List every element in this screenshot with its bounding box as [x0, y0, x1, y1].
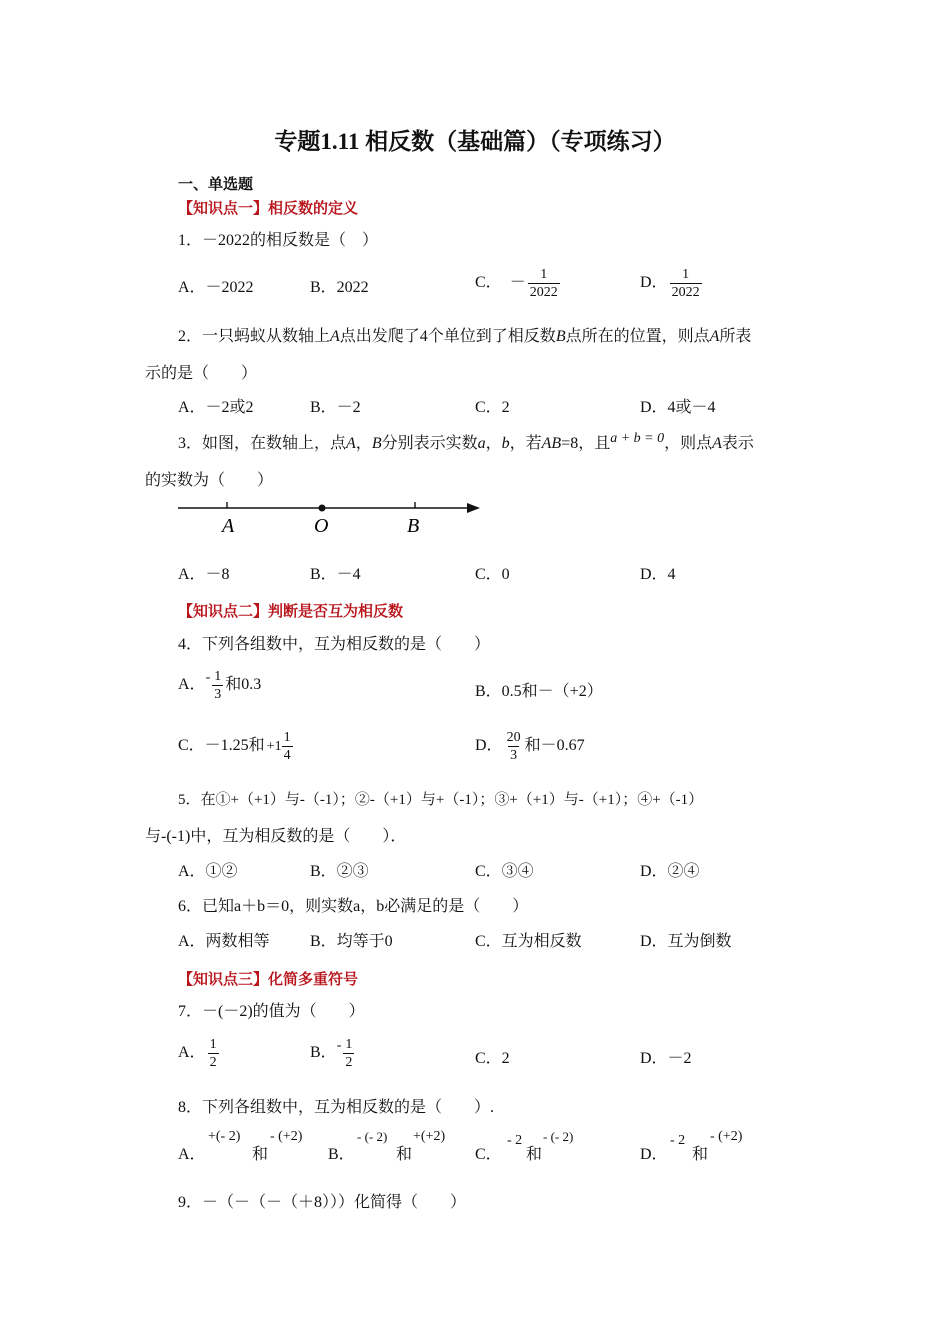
q8-option-b-expr-1: - (- 2) — [357, 1129, 388, 1144]
q8-option-c-and: 和 — [526, 1146, 543, 1163]
q3-option-b: B．－4 — [310, 566, 361, 583]
q4-option-b: B．0.5和－（+2） — [475, 683, 603, 700]
q8-option-b-and: 和 — [396, 1146, 413, 1163]
knowledge-point-1: 【知识点一】相反数的定义 — [178, 199, 359, 217]
question-9-stem: 9．－（－（－（＋8）））化简得（ ） — [178, 1194, 467, 1211]
page-title: 专题1.11 相反数（基础篇）（专项练习） — [274, 129, 676, 154]
q2-option-a: A．－2或2 — [178, 399, 254, 416]
q8-option-a-label: A． — [178, 1146, 206, 1163]
knowledge-point-2: 【知识点二】判断是否互为相反数 — [178, 602, 404, 620]
q3-option-d: D．4 — [640, 566, 676, 583]
q5-option-b: B．②③ — [310, 863, 369, 880]
q1-option-a: A．－2022 — [178, 279, 254, 296]
question-3-line-1: 3．如图，在数轴上，点A，B分别表示实数a，b，若AB=8，且a + b = 0，则点A表示 — [178, 431, 754, 452]
q6-option-d: D．互为倒数 — [640, 933, 732, 950]
q4-option-a: A．- $\frac{1}{3}$ 和0.3 — [178, 669, 262, 702]
origin-point — [319, 505, 326, 512]
question-8-stem: 8．下列各组数中，互为相反数的是（ ）. — [178, 1099, 495, 1116]
q5-option-c: C．③④ — [475, 863, 534, 880]
q8-option-a-and: 和 — [252, 1146, 269, 1163]
axis-label-b: B — [407, 515, 420, 537]
fraction: $\frac{1}{3}$ — [214, 669, 222, 702]
q6-option-c: C．互为相反数 — [475, 933, 582, 950]
q8-option-d-label: D． — [640, 1146, 668, 1163]
q6-option-b: B．均等于0 — [310, 933, 393, 950]
q2-option-d: D．4或－4 — [640, 399, 716, 416]
question-2-line-1: 2．一只蚂蚁从数轴上A点出发爬了4个单位到了相反数B点所在的位置，则点A所表 — [178, 328, 752, 345]
question-6-stem: 6．已知a＋b＝0，则实数a，b必满足的是（ ） — [178, 898, 529, 915]
equation: a + b = 0 — [610, 431, 665, 446]
axis-label-a: A — [222, 515, 235, 537]
fraction: $\frac{20}{3}$ — [506, 730, 521, 763]
q2-option-b: B．－2 — [310, 399, 361, 416]
fraction: $\frac{1}{4}$ — [283, 730, 291, 763]
knowledge-point-3: 【知识点三】化简多重符号 — [178, 970, 359, 988]
q5-option-a: A．①② — [178, 863, 238, 880]
q3-option-c: C．0 — [475, 566, 510, 583]
q8-option-c-expr-2: - (- 2) — [543, 1129, 574, 1144]
q5-option-d: D．②④ — [640, 863, 700, 880]
number-line-figure — [170, 494, 490, 540]
q7-option-b: B．- $\frac{1}{2}$ — [310, 1037, 353, 1070]
q1-option-c: C． － $\frac{1}{2022}$ — [475, 267, 558, 300]
q8-option-a-expr-1: +(- 2) — [208, 1129, 241, 1144]
q8-option-b-label: B． — [328, 1146, 355, 1163]
q8-option-d-expr-2: - (+2) — [710, 1129, 743, 1144]
q4-option-c: C．－1.25和 +1 $\frac{1}{4}$ — [178, 730, 291, 763]
question-3-line-2: 的实数为（ ） — [145, 472, 274, 489]
q1-option-b: B．2022 — [310, 279, 369, 296]
question-5-line-1: 5．在①+（+1）与-（-1）；②-（+1）与+（-1）；③+（+1）与-（+1）；④+（-1） — [178, 792, 704, 808]
q6-option-a: A．两数相等 — [178, 933, 270, 950]
q7-option-c: C．2 — [475, 1050, 510, 1067]
fraction: $\frac{1}{2}$ — [345, 1037, 353, 1070]
question-4-stem: 4．下列各组数中，互为相反数的是（ ） — [178, 636, 491, 653]
q8-option-c-label: C． — [475, 1146, 502, 1163]
question-2-line-2: 示的是（ ） — [145, 365, 258, 382]
q2-option-c: C．2 — [475, 399, 510, 416]
question-5-line-2: 与-(-1)中，互为相反数的是（ ）． — [145, 828, 407, 845]
axis-label-o: O — [314, 515, 329, 537]
q8-option-d-and: 和 — [692, 1146, 709, 1163]
q8-option-a-expr-2: - (+2) — [270, 1129, 303, 1144]
question-7-stem: 7．－(－2)的值为（ ） — [178, 1003, 365, 1020]
section-heading: 一、单选题 — [178, 175, 254, 193]
q7-option-d: D．－2 — [640, 1050, 692, 1067]
q8-option-c-expr-1: - 2 — [507, 1133, 523, 1148]
q1-option-d: D． $\frac{1}{2022}$ — [640, 267, 700, 300]
q4-option-d: D． $\frac{20}{3}$ 和－0.67 — [475, 730, 585, 763]
q3-option-a: A．－8 — [178, 566, 230, 583]
q8-option-b-expr-2: +(+2) — [413, 1129, 446, 1144]
fraction: $\frac{1}{2022}$ — [529, 267, 558, 300]
question-1-stem: 1．－2022的相反数是（ ） — [178, 232, 379, 249]
fraction: $\frac{1}{2022}$ — [671, 267, 700, 300]
q8-option-d-expr-1: - 2 — [670, 1133, 686, 1148]
fraction: $\frac{1}{2}$ — [209, 1037, 217, 1070]
axis-arrow-icon — [467, 503, 480, 513]
q7-option-a: A． $\frac{1}{2}$ — [178, 1037, 217, 1070]
